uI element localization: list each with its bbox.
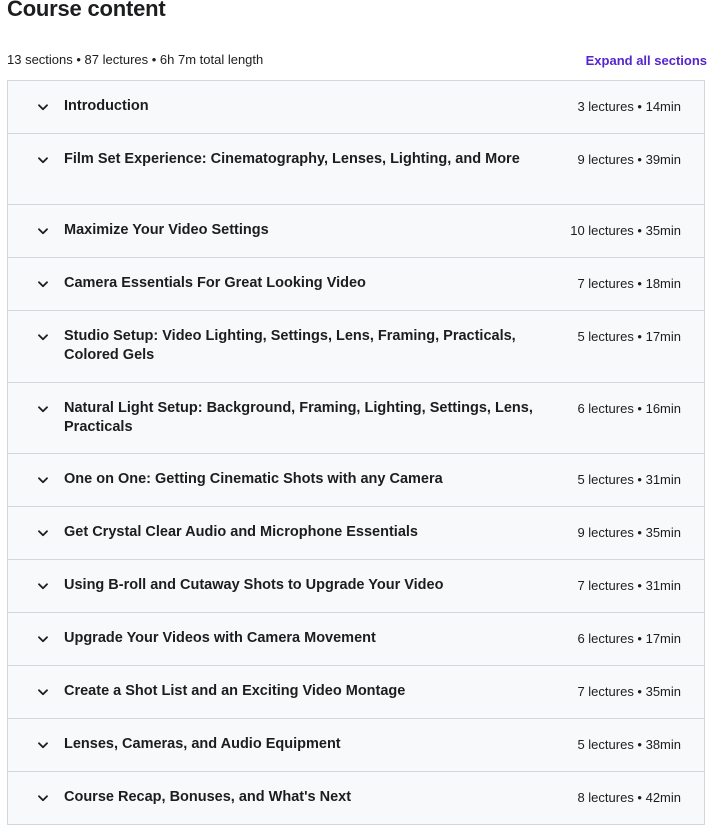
section-row[interactable] — [8, 666, 704, 719]
section-meta: 10 lectures • 35min — [570, 223, 681, 238]
section-row[interactable] — [8, 719, 704, 772]
section-meta: 5 lectures • 17min — [577, 329, 681, 344]
section-title: Get Crystal Clear Audio and Microphone Essentials — [64, 524, 418, 540]
course-summary-text: 13 sections • 87 lectures • 6h 7m total length — [7, 51, 264, 67]
section-meta: 7 lectures • 35min — [577, 684, 681, 699]
section-row[interactable] — [8, 383, 704, 454]
section-meta: 5 lectures • 38min — [577, 737, 681, 752]
section-row[interactable] — [8, 454, 704, 507]
section-meta: 9 lectures • 39min — [577, 152, 681, 167]
section-row[interactable] — [8, 560, 704, 613]
page-title: Course content — [7, 0, 166, 21]
course-summary-bar — [7, 49, 707, 69]
section-meta: 8 lectures • 42min — [577, 790, 681, 805]
section-title: Natural Light Setup: Background, Framing, Lighting, Settings, Lens, Practicals — [64, 400, 533, 435]
section-title: Lenses, Cameras, and Audio Equipment — [64, 736, 341, 752]
chevron-down-icon[interactable] — [38, 560, 48, 612]
chevron-down-icon[interactable] — [38, 81, 48, 133]
section-title: Create a Shot List and an Exciting Video Montage — [64, 683, 406, 699]
chevron-down-icon[interactable] — [38, 383, 48, 435]
section-row[interactable] — [8, 205, 704, 258]
section-meta: 6 lectures • 17min — [577, 631, 681, 646]
chevron-down-icon[interactable] — [38, 258, 48, 310]
chevron-down-icon[interactable] — [38, 613, 48, 665]
chevron-down-icon[interactable] — [38, 507, 48, 559]
section-row[interactable] — [8, 134, 704, 205]
section-title: Using B-roll and Cutaway Shots to Upgrade Your Video — [64, 577, 444, 593]
chevron-down-icon[interactable] — [38, 454, 48, 506]
section-row[interactable] — [8, 311, 704, 383]
section-title: One on One: Getting Cinematic Shots with any Camera — [64, 471, 443, 487]
section-title: Introduction — [64, 98, 149, 114]
section-row[interactable] — [8, 507, 704, 560]
section-title: Camera Essentials For Great Looking Video — [64, 275, 366, 291]
section-meta: 6 lectures • 16min — [577, 401, 681, 416]
section-title: Upgrade Your Videos with Camera Movement — [64, 630, 376, 646]
section-meta: 7 lectures • 31min — [577, 578, 681, 593]
expand-all-sections-button[interactable]: Expand all sections — [585, 52, 707, 68]
section-meta: 7 lectures • 18min — [577, 276, 681, 291]
section-row[interactable] — [8, 613, 704, 666]
chevron-down-icon[interactable] — [38, 666, 48, 718]
section-title: Studio Setup: Video Lighting, Settings, Lens, Framing, Practicals, Colored Gels — [64, 328, 516, 363]
section-meta: 3 lectures • 14min — [577, 99, 681, 114]
section-row[interactable] — [8, 81, 704, 134]
section-list — [7, 80, 705, 825]
section-title: Maximize Your Video Settings — [64, 222, 269, 238]
chevron-down-icon[interactable] — [38, 134, 48, 186]
section-meta: 9 lectures • 35min — [577, 525, 681, 540]
chevron-down-icon[interactable] — [38, 311, 48, 363]
chevron-down-icon[interactable] — [38, 205, 48, 257]
chevron-down-icon[interactable] — [38, 719, 48, 771]
section-row[interactable] — [8, 258, 704, 311]
section-title: Film Set Experience: Cinematography, Lenses, Lighting, and More — [64, 151, 520, 167]
section-row[interactable] — [8, 772, 704, 825]
section-meta: 5 lectures • 31min — [577, 472, 681, 487]
chevron-down-icon[interactable] — [38, 772, 48, 824]
section-title: Course Recap, Bonuses, and What's Next — [64, 789, 352, 805]
